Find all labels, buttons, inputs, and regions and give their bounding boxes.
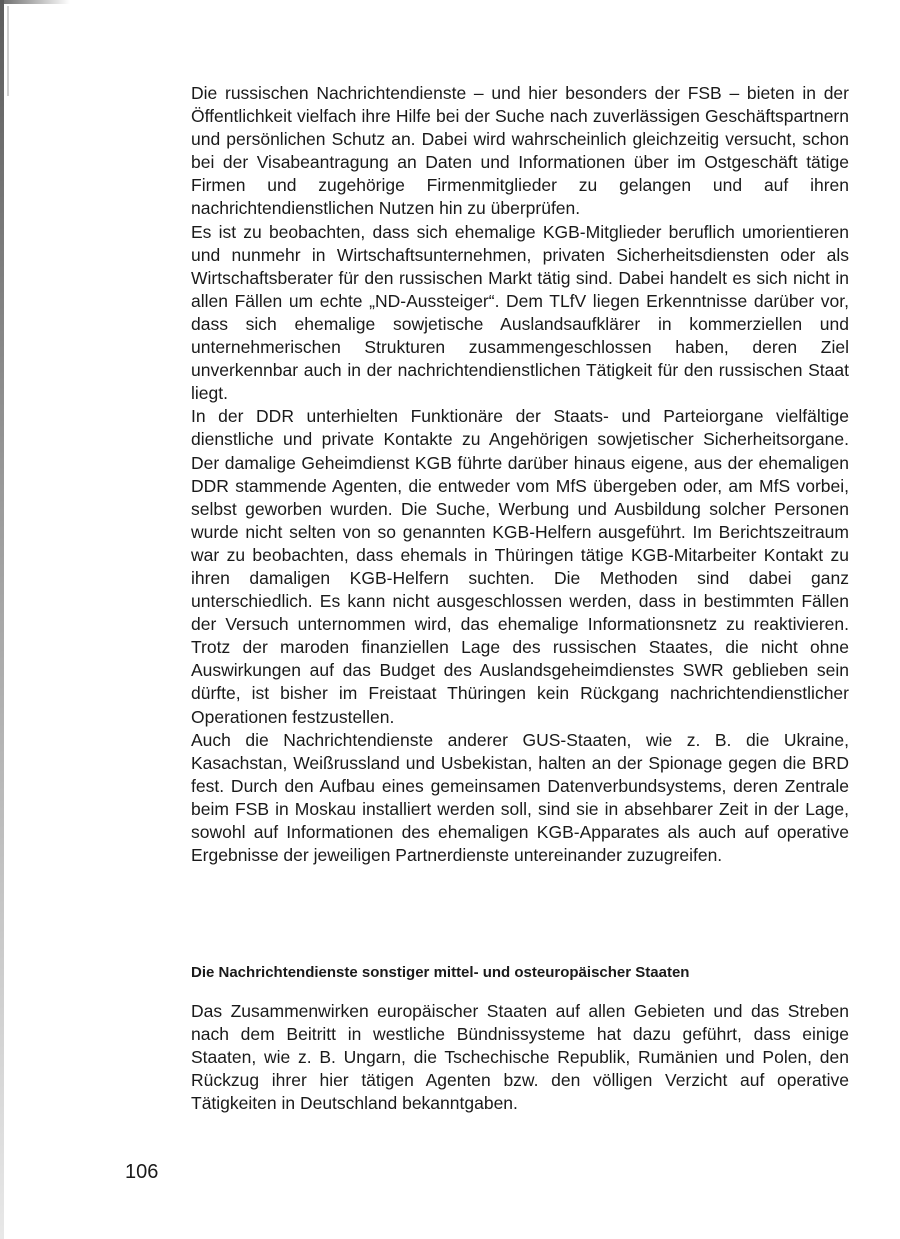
page-number: 106 (125, 1161, 159, 1183)
section-heading: Die Nachrichtendienste sonstiger mittel- und osteuropäischer Staaten (191, 964, 690, 981)
body-text (191, 82, 849, 867)
scan-edge-left (0, 0, 4, 1239)
paragraph-kgb-reorientation: Es ist zu beobachten, dass sich ehemalige KGB-Mitglieder beruflich umorientieren und nunmehr in Wirtschaftsunternehmen, privaten Sicherheitsdiensten oder als Wirtschaftsberater für den russischen Markt tätig sind. Dabei handelt es sich nicht in allen Fällen um echte „ND-Aussteiger“. Dem TLfV liegen Erkenntnisse darüber vor, dass sich ehemalige sowjetische Auslandsaufklärer in kommerziellen und unternehmerischen Strukturen zusammengeschlossen haben, deren Ziel unverkennbar auch in der nachrichtendienstlichen Tätigkeit für den russischen Staat liegt. (191, 221, 849, 404)
scan-edge-top (0, 0, 70, 4)
paragraph-eastern-europe: Das Zusammenwirken europäischer Staaten auf allen Gebieten und das Streben nach dem Beitritt in westliche Bündnissysteme hat dazu geführt, dass einige Staaten, wie z. B. Ungarn, die Tschechische Republik, Rumänien und Polen, den Rückzug ihrer hier tätigen Agenten bzw. den völligen Verzicht auf operative Tätigkeiten in Deutschland bekanntgaben. (191, 1001, 849, 1114)
paragraph-ddr-contacts: In der DDR unterhielten Funktionäre der Staats- und Parteiorgane vielfältige dienstliche und private Kontakte zu Angehörigen sowjetischer Sicherheitsorgane. Der damalige Geheimdienst KGB führte darüber hinaus eigene, aus der ehemaligen DDR stammende Agenten, die entweder vom MfS übergeben oder, am MfS vorbei, selbst geworben wurden. Die Suche, Werbung und Ausbildung solcher Personen wurde nicht selten von so genannten KGB-Helfern ausgeführt. Im Berichtszeitraum war zu beobachten, dass ehemals in Thüringen tätige KGB-Mitarbeiter Kontakt zu ihren damaligen KGB-Helfern suchten. Die Methoden sind dabei ganz unterschiedlich. Es kann nicht ausgeschlossen werden, dass in bestimmten Fällen der Versuch unternommen wird, das ehemalige Informationsnetz zu reaktivieren. Trotz der maroden finanziellen Lage des russischen Staates, die nicht ohne Auswirkungen auf das Budget des Auslandsgeheimdienstes SWR geblieben sein dürfte, ist bisher im Freistaat Thüringen kein Rückgang nachrichtendienstlicher Operationen festzustellen. (191, 406, 849, 727)
section-text (191, 1000, 849, 1115)
paragraph-gus-states: Auch die Nachrichtendienste anderer GUS-Staaten, wie z. B. die Ukraine, Kasachstan, Weißrussland und Usbekistan, halten an der Spionage gegen die BRD fest. Durch den Aufbau eines gemeinsamen Datenverbundsystems, deren Zentrale beim FSB in Moskau installiert werden soll, sind sie in absehbarer Zeit in der Lage, sowohl auf Informationen des ehemaligen KGB-Apparates als auch auf operative Ergebnisse der jeweiligen Partnerdienste untereinander zuzugreifen. (191, 729, 849, 866)
paragraph-fsb-help: Die russischen Nachrichtendienste – und hier besonders der FSB – bieten in der Öffentlichkeit vielfach ihre Hilfe bei der Suche nach zuverlässigen Geschäftspartnern und persönlichen Schutz an. Dabei wird wahrscheinlich gleichzeitig versucht, schon bei der Visabeantragung an Daten und Informationen über im Ostgeschäft tätige Firmen und zugehörige Firmenmitglieder zu gelangen und auf ihren nachrichtendienstlichen Nutzen hin zu überprüfen. (191, 83, 849, 219)
scan-edge-mark (7, 6, 9, 96)
